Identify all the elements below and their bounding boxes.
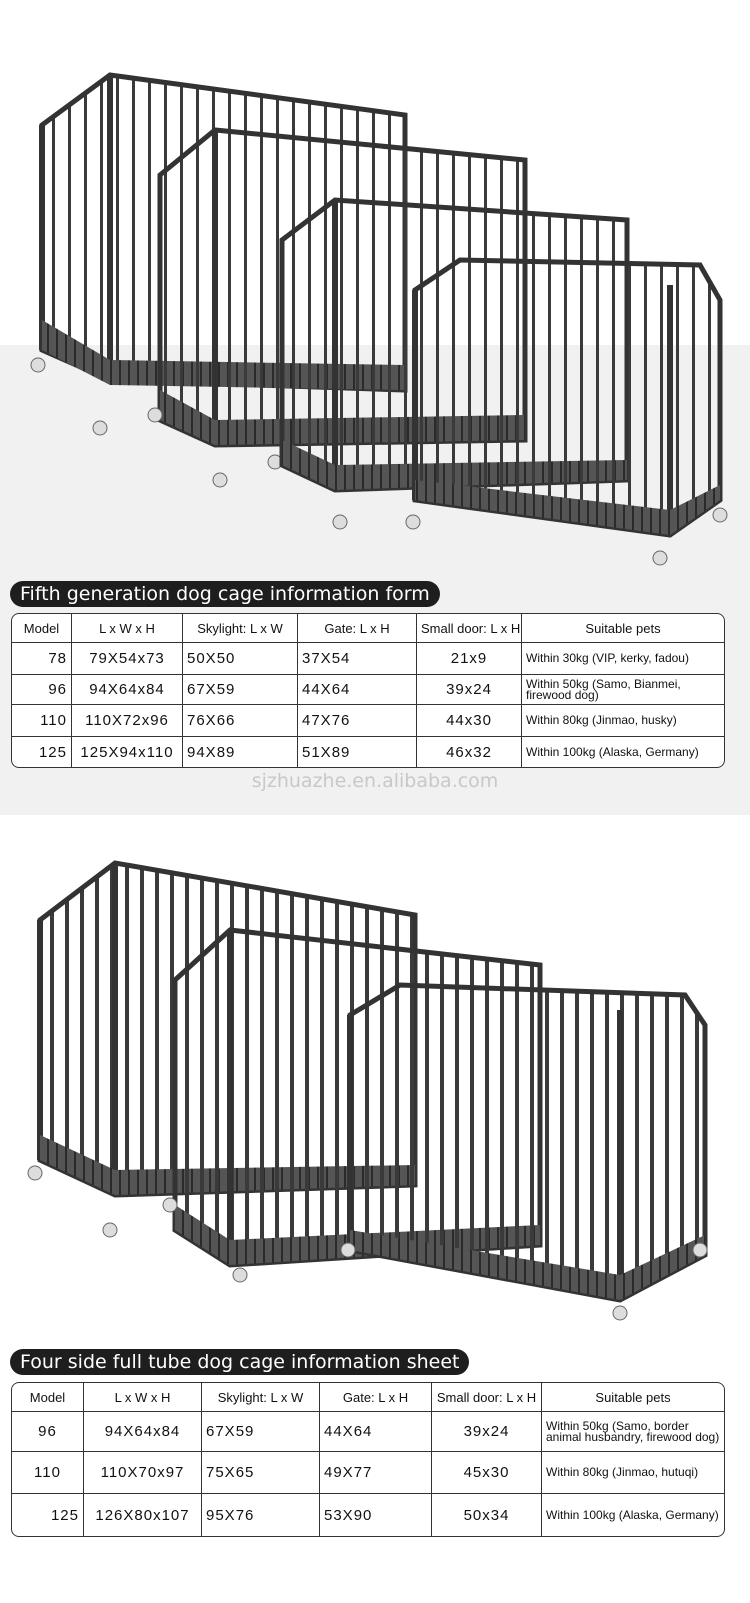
table-cell: Within 100kg (Alaska, Germany): [546, 1507, 719, 1522]
table-cell: 46x32: [417, 737, 522, 767]
table-cell: 125: [12, 1494, 84, 1536]
table-cell: 37X54: [298, 643, 417, 675]
table-cell: 53X90: [320, 1494, 432, 1536]
table-cell: 126X80x107: [84, 1494, 202, 1536]
table-cell: 125: [12, 737, 72, 767]
table-cell: 76X66: [183, 705, 298, 737]
table-cell: 67X59: [183, 675, 298, 705]
cage-small: [406, 260, 727, 565]
table-cell: 44X64: [320, 1412, 432, 1452]
table2-four-side-full-tube: [11, 1382, 725, 1537]
table-cell: 44x30: [417, 705, 522, 737]
table2-header-cell: Suitable pets: [542, 1383, 724, 1412]
table1-fifth-generation: [11, 613, 725, 768]
table-row: [12, 1412, 724, 1452]
table1-header-cell: L x W x H: [72, 614, 183, 643]
table-cell: 67X59: [202, 1412, 320, 1452]
table-cell: 78: [12, 643, 72, 675]
table2-header-cell: Gate: L x H: [320, 1383, 432, 1412]
table-cell: 96: [12, 1412, 84, 1452]
table-cell: 94X64x84: [84, 1412, 202, 1452]
table2-header-cell: Skylight: L x W: [202, 1383, 320, 1412]
table-cell: 94X64x84: [72, 675, 183, 705]
table-cell: 47X76: [298, 705, 417, 737]
table-cell: 51X89: [298, 737, 417, 767]
table1-header-cell: Small door: L x H: [417, 614, 522, 643]
table-cell: 21x9: [417, 643, 522, 675]
table-cell: Within 50kg (Samo, border animal husbandry, firewood dog): [542, 1412, 724, 1452]
table-row: [12, 675, 724, 705]
cage-compact: [341, 985, 707, 1320]
table-cell: 39x24: [417, 675, 522, 705]
table-cell: 50X50: [183, 643, 298, 675]
table-cell: 49X77: [320, 1452, 432, 1494]
dog-cages-photo-top: [20, 60, 730, 570]
table-cell: Within 80kg (Jinmao, husky): [522, 705, 724, 737]
table2-title: Four side full tube dog cage information sheet: [10, 1349, 469, 1375]
table-cell: 110: [12, 705, 72, 737]
table-cell: 50x34: [432, 1494, 542, 1536]
table-cell: Within 30kg (VIP, kerky, fadou): [522, 643, 724, 675]
table-cell: 39x24: [432, 1412, 542, 1452]
table-row: [12, 737, 724, 767]
table2-header-row: [12, 1383, 724, 1412]
table-cell: 95X76: [202, 1494, 320, 1536]
table-cell: 110X70x97: [84, 1452, 202, 1494]
table-cell: 94X89: [183, 737, 298, 767]
table-row: [12, 705, 724, 737]
table-row: [12, 643, 724, 675]
table-cell: 110: [12, 1452, 84, 1494]
table-cell: 45x30: [432, 1452, 542, 1494]
table2-header-cell: Small door: L x H: [432, 1383, 542, 1412]
table-cell: Within 100kg (Alaska, Germany): [526, 744, 699, 759]
table1-header-cell: Suitable pets: [522, 614, 724, 643]
dog-cages-photo-bottom: [20, 855, 730, 1335]
table-cell: Within 80kg (Jinmao, hutuqi): [542, 1452, 724, 1494]
table-cell: 125X94x110: [72, 737, 183, 767]
watermark-text: sjzhuazhe.en.alibaba.com: [251, 770, 499, 792]
table1-header-cell: Model: [12, 614, 72, 643]
table-cell: 75X65: [202, 1452, 320, 1494]
table-cell: 44X64: [298, 675, 417, 705]
table-cell: 96: [12, 675, 72, 705]
table1-header-cell: Gate: L x H: [298, 614, 417, 643]
table-cell: 110X72x96: [72, 705, 183, 737]
table2-header-cell: Model: [12, 1383, 84, 1412]
table2-header-cell: L x W x H: [84, 1383, 202, 1412]
table1-title: Fifth generation dog cage information form: [10, 581, 440, 607]
table1-header-row: [12, 614, 724, 643]
table-cell: Within 50kg (Samo, Bianmei, firewood dog): [522, 675, 724, 705]
table-cell: 79X54x73: [72, 643, 183, 675]
table-row: [12, 1494, 724, 1536]
table1-header-cell: Skylight: L x W: [183, 614, 298, 643]
table-row: [12, 1452, 724, 1494]
